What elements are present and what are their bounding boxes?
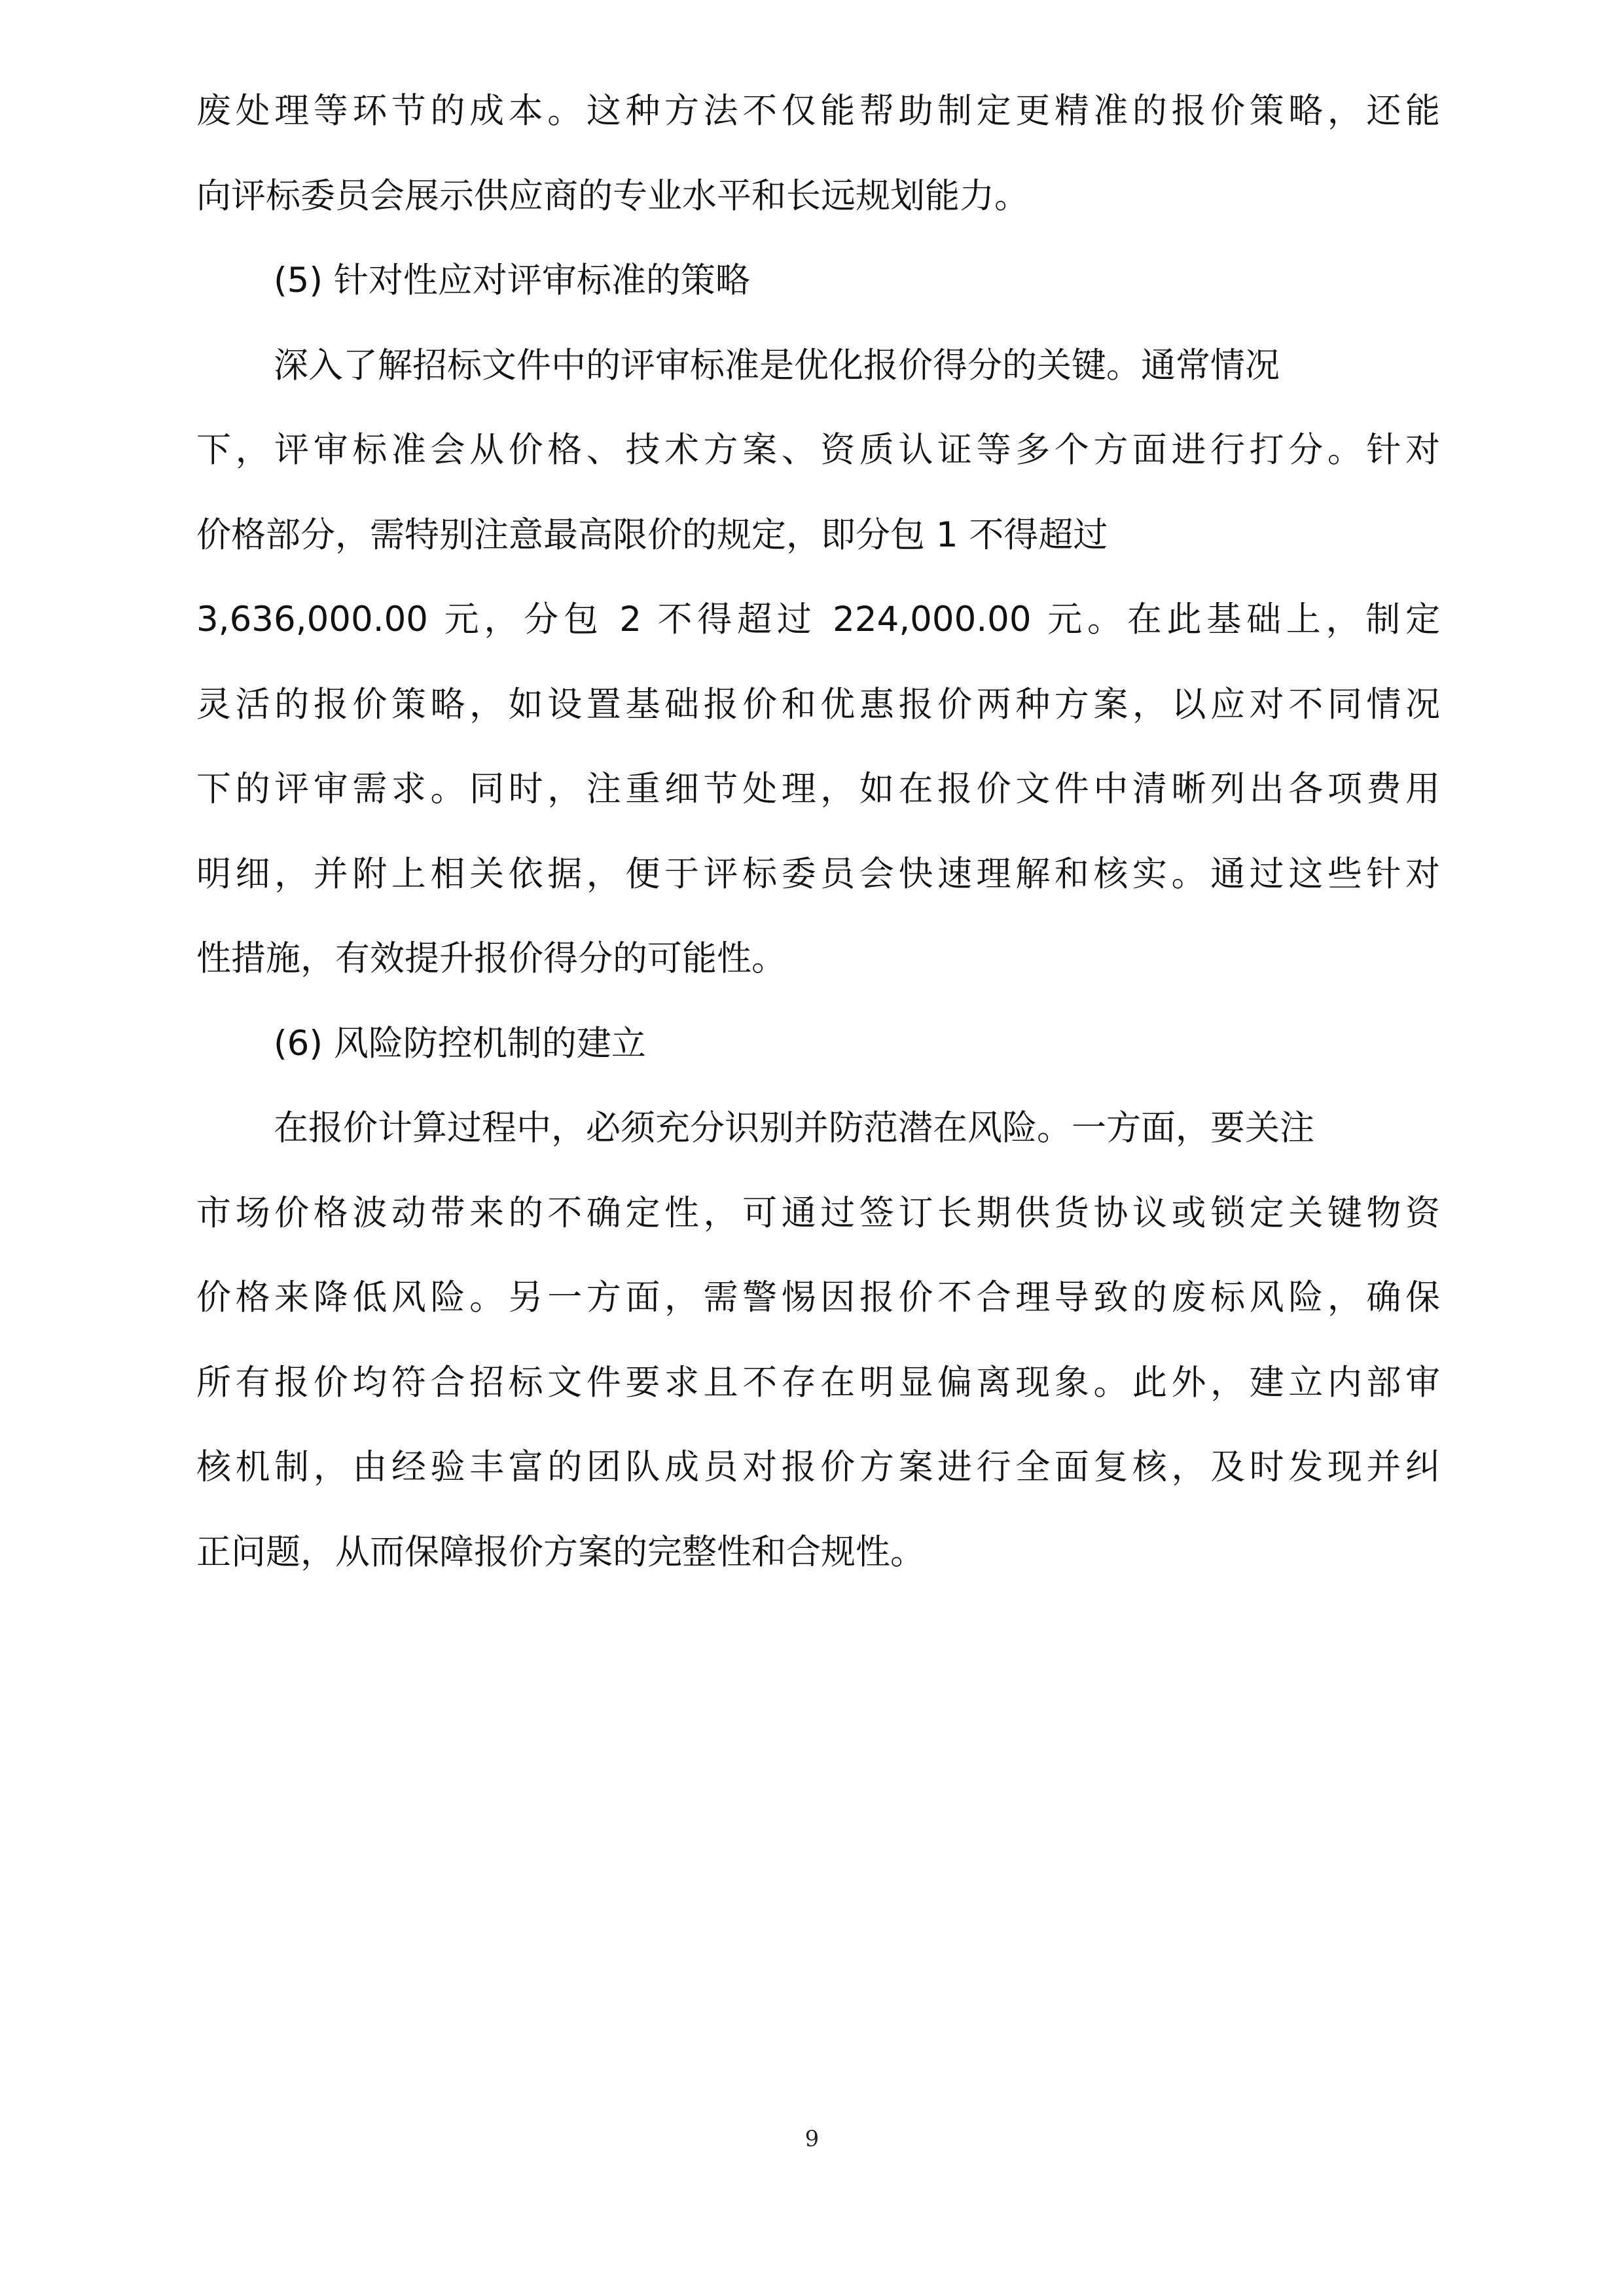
paragraph-line: 向评标委员会展示供应商的专业水平和长远规划能力。 xyxy=(196,175,1029,216)
section-heading: (5) 针对性应对评审标准的策略 xyxy=(274,260,750,300)
paragraph-line: 市场价格波动带来的不确定性，可通过签订长期供货协议或锁定关键物资 xyxy=(196,1193,1440,1233)
paragraph-line: 正问题，从而保障报价方案的完整性和合规性。 xyxy=(196,1532,925,1572)
paragraph-line: 价格部分，需特别注意最高限价的规定，即分包 1 不得超过 xyxy=(196,514,1108,555)
paragraph-line: 所有报价均符合招标文件要求且不存在明显偏离现象。此外，建立内部审 xyxy=(196,1362,1440,1403)
paragraph-line: 灵活的报价策略，如设置基础报价和优惠报价两种方案，以应对不同情况 xyxy=(196,684,1440,725)
paragraph-line: 下的评审需求。同时，注重细节处理，如在报价文件中清晰列出各项费用 xyxy=(196,769,1440,809)
paragraph-line: 3,636,000.00 元，分包 2 不得超过 224,000.00 元。在此基础上，制定 xyxy=(196,600,1440,639)
paragraph-line: 明细，并附上相关依据，便于评标委员会快速理解和核实。通过这些针对 xyxy=(196,853,1440,894)
paragraph-line: 下，评审标准会从价格、技术方案、资质认证等多个方面进行打分。针对 xyxy=(196,430,1440,470)
paragraph-line: 核机制，由经验丰富的团队成员对报价方案进行全面复核，及时发现并纠 xyxy=(196,1447,1440,1487)
body-text xyxy=(196,72,1440,1598)
page-number: 9 xyxy=(804,2126,820,2152)
paragraph-line: 深入了解招标文件中的评审标准是优化报价得分的关键。通常情况 xyxy=(274,345,1280,386)
section-heading: (6) 风险防控机制的建立 xyxy=(274,1023,646,1064)
paragraph-line: 废处理等环节的成本。这种方法不仅能帮助制定更精准的报价策略，还能 xyxy=(196,91,1440,131)
paragraph-line: 价格来降低风险。另一方面，需警惕因报价不合理导致的废标风险，确保 xyxy=(196,1278,1440,1318)
paragraph-line: 在报价计算过程中，必须充分识别并防范潜在风险。一方面，要关注 xyxy=(274,1108,1314,1148)
paragraph-line: 性措施，有效提升报价得分的可能性。 xyxy=(196,939,786,978)
